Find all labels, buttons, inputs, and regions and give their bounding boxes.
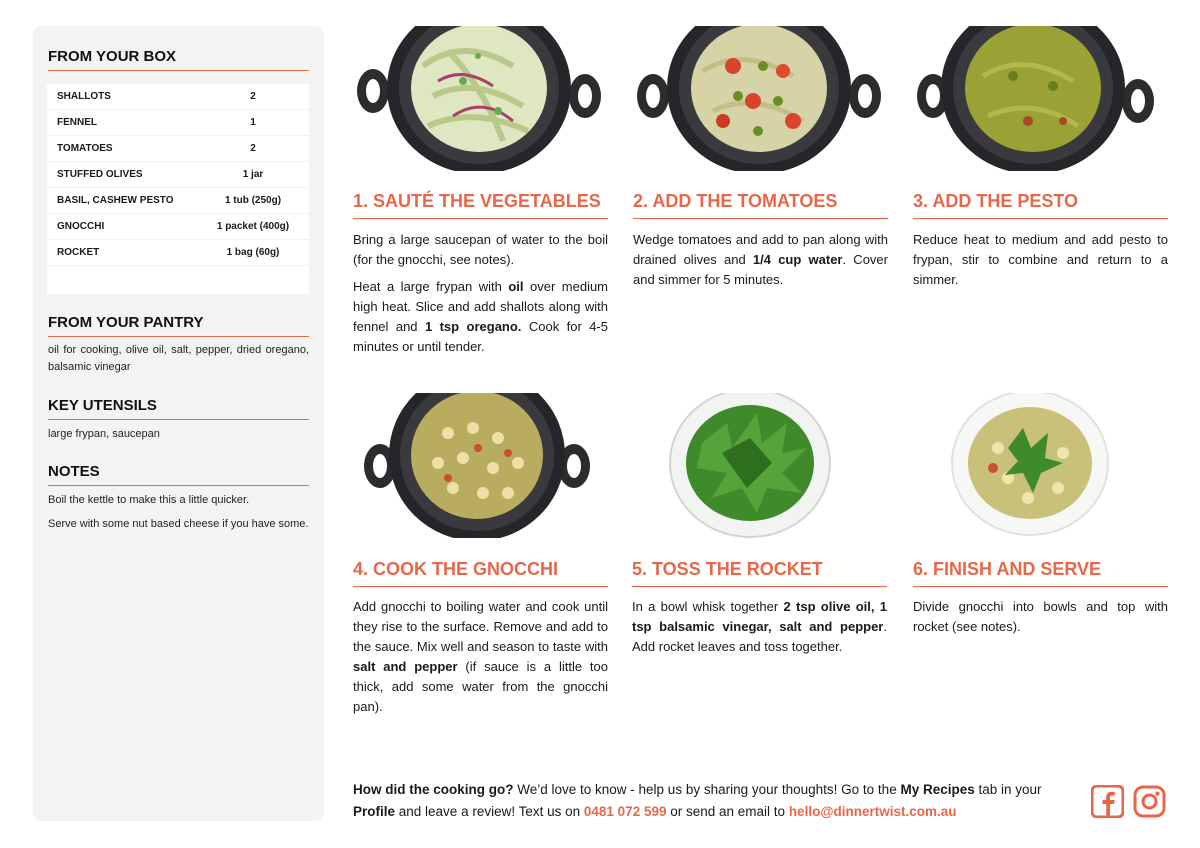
ingredient-name: SHALLOTS xyxy=(57,91,111,102)
step-bold-text: oil xyxy=(508,279,524,294)
step-body xyxy=(633,230,888,297)
footer-text: and leave a review! Text us on xyxy=(395,804,584,819)
ingredient-qty: 1 xyxy=(250,117,256,128)
ingredient-qty: 2 xyxy=(250,91,256,102)
ingredient-name: BASIL, CASHEW PESTO xyxy=(57,195,174,206)
step-title: 6. FINISH AND SERVE xyxy=(913,559,1168,587)
step-text: Bring a large saucepan of water to the boil (for the gnocchi, see notes). xyxy=(353,232,608,267)
step-bold-text: 1 tsp oregano. xyxy=(424,319,522,334)
footer-bold-text: Profile xyxy=(353,804,396,819)
ingredient-name: FENNEL xyxy=(57,117,97,128)
step-body xyxy=(913,230,1168,297)
step-title: 3. ADD THE PESTO xyxy=(913,191,1168,219)
ingredient-qty: 1 tub (250g) xyxy=(224,195,282,206)
step-title: 5. TOSS THE ROCKET xyxy=(632,559,887,587)
ingredient-row xyxy=(47,188,309,214)
ingredient-qty: 2 xyxy=(250,143,256,154)
step-title: 4. COOK THE GNOCCHI xyxy=(353,559,608,587)
facebook-icon[interactable] xyxy=(1091,785,1124,818)
step-text: In a bowl whisk together xyxy=(632,599,784,614)
step-paragraph xyxy=(353,277,608,357)
step-title: 2. ADD THE TOMATOES xyxy=(633,191,888,219)
ingredient-row xyxy=(47,162,309,188)
step-text: . Add rocket leaves and toss together. xyxy=(632,619,887,654)
ingredient-row xyxy=(47,240,309,266)
step-text: Reduce heat to medium and add pesto to frypan, stir to combine and return to a simmer. xyxy=(913,232,1168,287)
ingredient-qty: 1 jar xyxy=(242,169,264,180)
key-utensils-title: KEY UTENSILS xyxy=(48,397,309,420)
ingredient-row xyxy=(47,136,309,162)
footer-text: or send an email to xyxy=(666,804,789,819)
ingredient-name: STUFFED OLIVES xyxy=(57,169,143,180)
ingredient-name: ROCKET xyxy=(57,247,100,258)
pantry-text: oil for cooking, olive oil, salt, pepper, dried oregano, balsamic vinegar xyxy=(48,344,309,373)
step-body xyxy=(632,597,887,664)
ingredient-qty: 1 packet (400g) xyxy=(216,221,290,232)
ingredients-table xyxy=(47,84,309,294)
ingredient-row xyxy=(47,214,309,240)
step-body xyxy=(913,597,1168,644)
feedback-footer xyxy=(353,779,1073,823)
step-body xyxy=(353,230,608,364)
notes-title: NOTES xyxy=(48,463,309,486)
phone-link[interactable]: 0481 072 599 xyxy=(583,804,667,819)
step-text: Wedge tomatoes and add to pan along with drained olives and xyxy=(633,232,888,267)
step-paragraph xyxy=(353,597,608,717)
step-paragraph xyxy=(913,230,1168,290)
step-text: . Cover and simmer for 5 minutes. xyxy=(633,252,888,287)
step-text: over medium high heat. Slice and add shallots along with fennel and xyxy=(353,279,609,334)
step-text: Heat a large frypan with xyxy=(353,279,509,294)
finished-dish-photo xyxy=(913,393,1168,538)
step-paragraph xyxy=(913,597,1168,637)
email-link[interactable]: hello@dinnertwist.com.au xyxy=(788,804,957,819)
notes-line: Boil the kettle to make this a little quicker. xyxy=(48,494,250,506)
from-your-pantry-title: FROM YOUR PANTRY xyxy=(48,314,309,337)
footer-text: tab in your xyxy=(974,782,1042,797)
pan-pesto-photo xyxy=(913,26,1168,171)
step-bold-text: 2 tsp olive oil, 1 tsp balsamic vinegar, salt and pepper xyxy=(632,599,888,634)
step-paragraph xyxy=(633,230,888,290)
pan-gnocchi-photo xyxy=(353,393,608,538)
notes-line: Serve with some nut based cheese if you have some. xyxy=(48,518,309,530)
footer-bold-text: How did the cooking go? xyxy=(353,782,514,797)
ingredient-name: GNOCCHI xyxy=(57,221,105,232)
from-your-box-title: FROM YOUR BOX xyxy=(48,48,309,71)
pan-tomatoes-photo xyxy=(633,26,888,171)
ingredient-row xyxy=(47,84,309,110)
step-body xyxy=(353,597,608,724)
step-text: (if sauce is a little too thick, add some water from the gnocchi pan). xyxy=(353,659,609,714)
step-text: Cook for 4-5 minutes or until tender. xyxy=(353,319,608,354)
ingredient-name: TOMATOES xyxy=(57,143,113,154)
pan-vegetables-photo xyxy=(353,26,608,171)
step-text: Add gnocchi to boiling water and cook until they rise to the surface. Remove and add to the sauce. Mix well and season to taste with xyxy=(353,599,608,654)
step-bold-text: salt and pepper xyxy=(353,659,458,674)
step-text: Divide gnocchi into bowls and top with rocket (see notes). xyxy=(913,599,1168,634)
footer-text: We’d love to know - help us by sharing your thoughts! Go to the xyxy=(513,782,901,797)
rocket-bowl-photo xyxy=(632,393,887,538)
instagram-icon[interactable] xyxy=(1133,785,1166,818)
footer-bold-text: My Recipes xyxy=(900,782,975,797)
utensils-text: large frypan, saucepan xyxy=(48,428,160,440)
step-title: 1. SAUTÉ THE VEGETABLES xyxy=(353,191,608,219)
step-bold-text: 1/4 cup water xyxy=(752,252,843,267)
step-paragraph xyxy=(632,597,887,657)
ingredient-qty: 1 bag (60g) xyxy=(226,247,280,258)
step-paragraph xyxy=(353,230,608,270)
ingredient-row xyxy=(47,110,309,136)
ingredients-sidebar xyxy=(33,26,324,821)
